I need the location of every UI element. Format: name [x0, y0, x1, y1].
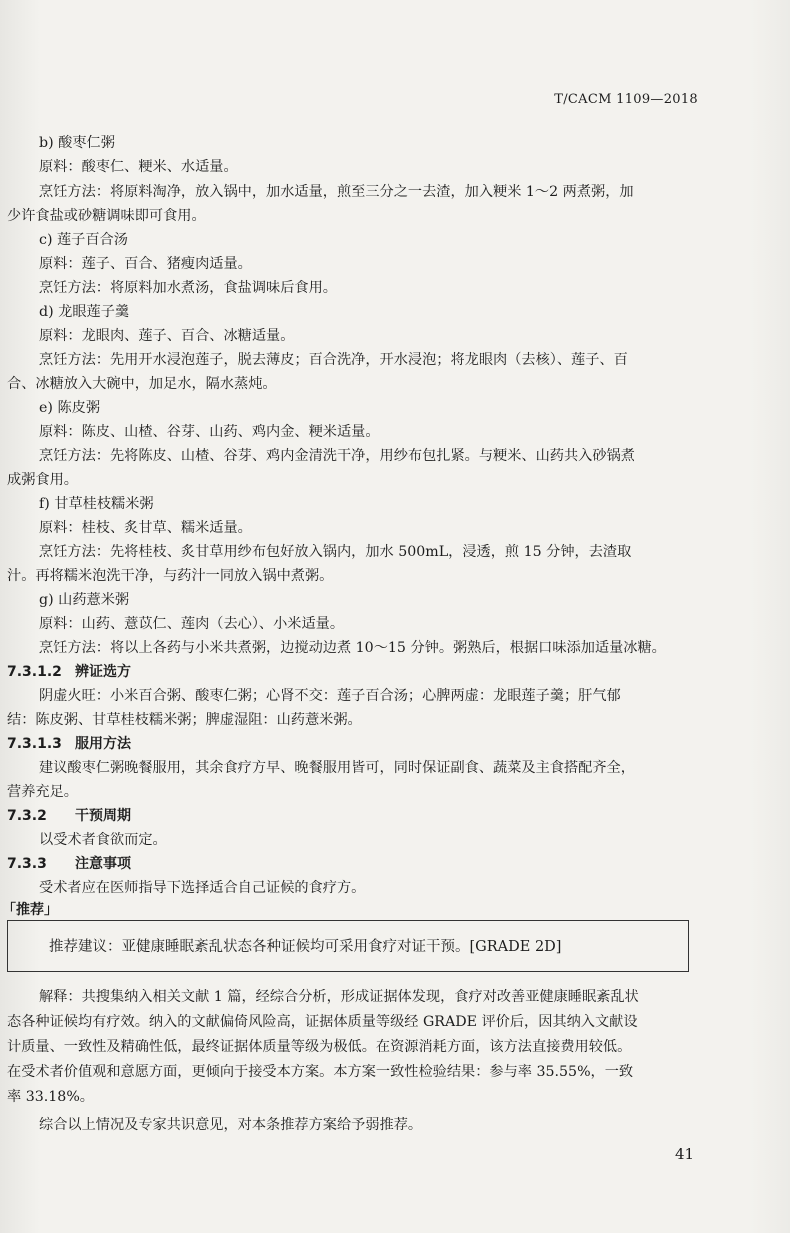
recipe-title: c) 莲子百合汤: [39, 232, 128, 248]
explanation-line: 态各种证候均有疗效。纳入的文献偏倚风险高，证据体质量等级经 GRADE 评价后，因其纳入文献设: [7, 1014, 638, 1030]
explanation-line: 率 33.18%。: [7, 1089, 94, 1105]
recipe-line: 少许食盐或砂糖调味即可食用。: [7, 208, 206, 224]
recipe-line: 合、冰糖放入大碗中，加足水，隔水蒸炖。: [7, 376, 277, 392]
section-heading-7-3-3: [7, 854, 131, 874]
section-heading-7-3-2: [7, 806, 131, 826]
conclusion-line: 综合以上情况及专家共识意见，对本条推荐方案给予弱推荐。: [39, 1117, 423, 1133]
standard-number: T/CACM 1109—2018: [554, 92, 698, 107]
recommendation-box: [7, 920, 689, 972]
recipe-line: 烹饪方法：先将桂枝、炙甘草用纱布包好放入锅内，加水 500mL，浸透，煎 15 分钟，去渣取: [39, 544, 632, 560]
recipe-title: f) 甘草桂枝糯米粥: [39, 496, 154, 512]
recipe-line: 原料：龙眼肉、莲子、百合、冰糖适量。: [39, 328, 295, 344]
recipe-line: 原料：酸枣仁、粳米、水适量。: [39, 159, 238, 175]
recipe-line: 烹饪方法：将原料淘净，放入锅中，加水适量，煎至三分之一去渣，加入粳米 1～2 两煮粥，加: [39, 184, 634, 200]
recipe-title: g) 山药薏米粥: [39, 592, 130, 608]
recommend-label: 「推荐」: [2, 902, 58, 918]
recipe-line: 烹饪方法：将原料加水煮汤，食盐调味后食用。: [39, 280, 337, 296]
explanation-line: 计质量、一致性及精确性低，最终证据体质量等级为极低。在资源消耗方面，该方法直接费用较低。: [7, 1039, 632, 1055]
recipe-title: d) 龙眼莲子羹: [39, 304, 130, 320]
recipe-line: 原料：莲子、百合、猪瘦肉适量。: [39, 256, 252, 272]
recipe-line: 原料：桂枝、炙甘草、糯米适量。: [39, 520, 252, 536]
section-number: 7.3.1.3: [7, 736, 62, 752]
paragraph-line: 建议酸枣仁粥晚餐服用，其余食疗方早、晚餐服用皆可，同时保证副食、蔬菜及主食搭配齐全，: [39, 760, 635, 776]
recommendation-text: 推荐建议：亚健康睡眠紊乱状态各种证候均可采用食疗对证干预。[GRADE 2D]: [49, 939, 562, 955]
explanation-line: 解释：共搜集纳入相关文献 1 篇，经综合分析，形成证据体发现，食疗对改善亚健康睡眠紊乱状: [39, 989, 639, 1005]
paragraph-line: 营养充足。: [7, 784, 78, 800]
recipe-line: 烹饪方法：先用开水浸泡莲子，脱去薄皮；百合洗净，开水浸泡；将龙眼肉（去核）、莲子、百: [39, 352, 628, 368]
section-title: 辨证选方: [75, 664, 131, 680]
recipe-line: 原料：山药、薏苡仁、莲肉（去心）、小米适量。: [39, 616, 345, 632]
section-number: 7.3.2: [7, 808, 47, 824]
section-heading-7-3-1-2: [7, 662, 131, 682]
paragraph-line: 受术者应在医师指导下选择适合自己证候的食疗方。: [39, 880, 366, 896]
recipe-title: b) 酸枣仁粥: [39, 135, 115, 151]
section-number: 7.3.1.2: [7, 664, 62, 680]
section-title: 服用方法: [75, 736, 131, 752]
section-title: 注意事项: [75, 856, 131, 872]
section-title: 干预周期: [75, 808, 131, 824]
recipe-line: 汁。再将糯米泡洗干净，与药汁一同放入锅中煮粥。: [7, 568, 334, 584]
recipe-line: 成粥食用。: [7, 472, 78, 488]
paragraph-line: 阴虚火旺：小米百合粥、酸枣仁粥；心肾不交：莲子百合汤；心脾两虚：龙眼莲子羹；肝气郁: [39, 688, 621, 704]
recipe-title: e) 陈皮粥: [39, 400, 101, 416]
recipe-line: 烹饪方法：将以上各药与小米共煮粥，边搅动边煮 10～15 分钟。粥熟后，根据口味添加适量冰糖。: [39, 640, 666, 656]
paragraph-line: 结：陈皮粥、甘草桂枝糯米粥；脾虚湿阻：山药薏米粥。: [7, 712, 362, 728]
page-number: 41: [675, 1145, 695, 1163]
section-heading-7-3-1-3: [7, 734, 131, 754]
section-number: 7.3.3: [7, 856, 47, 872]
explanation-line: 在受术者价值观和意愿方面，更倾向于接受本方案。本方案一致性检验结果：参与率 35.55%，一致: [7, 1064, 634, 1080]
paragraph-line: 以受术者食欲而定。: [39, 832, 167, 848]
recipe-line: 原料：陈皮、山楂、谷芽、山药、鸡内金、粳米适量。: [39, 424, 380, 440]
recipe-line: 烹饪方法：先将陈皮、山楂、谷芽、鸡内金清洗干净，用纱布包扎紧。与粳米、山药共入砂锅煮: [39, 448, 635, 464]
